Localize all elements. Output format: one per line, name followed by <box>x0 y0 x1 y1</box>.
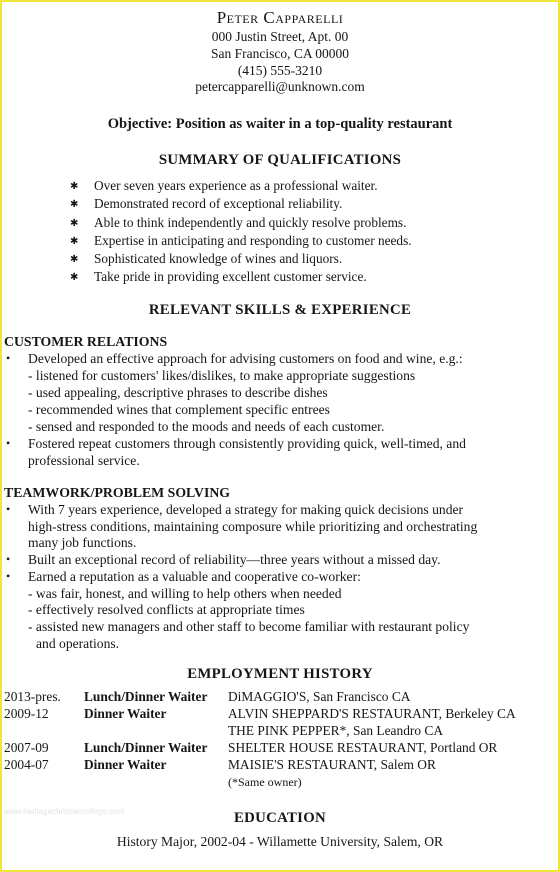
customer-relations-sub-2: - used appealing, descriptive phrases to describe dishes <box>28 385 328 400</box>
employment-title-cell: Lunch/Dinner Waiter <box>84 740 208 755</box>
email-line: petercapparelli@unknown.com <box>195 79 365 94</box>
summary-title: SUMMARY OF QUALIFICATIONS <box>158 152 402 168</box>
employment-place: DiMAGGIO'S, San Francisco CA <box>228 689 411 704</box>
teamwork-sub-2: - effectively resolved conflicts at appropriate times <box>28 602 305 617</box>
education-line: History Major, 2002-04 - Willamette University, Salem, OR <box>116 834 444 849</box>
watermark-text: www.heritagechristiancollege.com <box>4 807 125 816</box>
teamwork-bullet-1a: With 7 years experience, developed a strategy for making quick decisions under <box>28 502 464 517</box>
summary-list <box>70 177 412 287</box>
employment-place: ALVIN SHEPPARD'S RESTAURANT, Berkeley CA <box>228 706 516 721</box>
employment-date: 2004-07 <box>4 757 49 772</box>
city-line: San Francisco, CA 00000 <box>211 46 349 61</box>
employment-date: 2007-09 <box>4 740 49 755</box>
employment-title-cell: Dinner Waiter <box>84 706 167 721</box>
employment-title-cell: Lunch/Dinner Waiter <box>84 689 208 704</box>
customer-relations-bullet-2b: professional service. <box>28 453 140 468</box>
customer-relations-bullet-1: Developed an effective approach for advising customers on food and wine, e.g.: <box>28 351 463 366</box>
list-item: ✱ Sophisticated knowledge of wines and liquors. <box>70 250 412 268</box>
customer-relations-heading: CUSTOMER RELATIONS <box>4 334 168 349</box>
teamwork-bullet-3: Earned a reputation as a valuable and cooperative co-worker: <box>28 569 361 584</box>
asterisk-bullet-icon: ✱ <box>70 217 79 229</box>
teamwork-bullet-1c: many job functions. <box>28 535 137 550</box>
customer-relations-sub-1: - listened for customers' likes/dislikes, to make appropriate suggestions <box>28 368 416 383</box>
employment-title: EMPLOYMENT HISTORY <box>187 666 373 682</box>
asterisk-bullet-icon: ✱ <box>70 272 79 284</box>
bullet-icon: • <box>6 569 11 583</box>
list-item: ✱ Demonstrated record of exceptional reliability. <box>70 195 412 213</box>
teamwork-bullet-2: Built an exceptional record of reliability—three years without a missed day. <box>28 552 441 567</box>
teamwork-sub-1: - was fair, honest, and willing to help others when needed <box>28 586 342 601</box>
skills-title: RELEVANT SKILLS & EXPERIENCE <box>148 302 412 318</box>
customer-relations-bullet-2a: Fostered repeat customers through consistently providing quick, well-timed, and <box>28 436 466 451</box>
teamwork-sub-3-cont: and operations. <box>36 636 120 651</box>
list-item: ✱ Expertise in anticipating and responding to customer needs. <box>70 232 412 250</box>
employment-title-cell: Dinner Waiter <box>84 757 167 772</box>
customer-relations-sub-4: - sensed and responded to the moods and needs of each customer. <box>28 419 385 434</box>
list-item: ✱ Over seven years experience as a professional waiter. <box>70 177 412 195</box>
candidate-name: Peter Capparelli <box>216 8 344 27</box>
asterisk-bullet-icon: ✱ <box>70 235 79 247</box>
frame-top-border <box>0 0 560 2</box>
teamwork-bullet-1b: high-stress conditions, maintaining composure while prioritizing and orchestrating <box>28 519 478 534</box>
asterisk-bullet-icon: ✱ <box>70 199 79 211</box>
bullet-icon: • <box>6 502 11 516</box>
employment-place: MAISIE'S RESTAURANT, Salem OR <box>228 757 436 772</box>
employment-place: SHELTER HOUSE RESTAURANT, Portland OR <box>228 740 498 755</box>
bullet-icon: • <box>6 552 11 566</box>
bullet-icon: • <box>6 351 11 365</box>
employment-place: THE PINK PEPPER*, San Leandro CA <box>228 723 443 738</box>
bullet-icon: • <box>6 436 11 450</box>
list-item: ✱ Able to think independently and quickly resolve problems. <box>70 214 412 232</box>
objective: Objective: Position as waiter in a top-quality restaurant <box>107 116 453 132</box>
employment-date: 2009-12 <box>4 706 49 721</box>
customer-relations-sub-3: - recommended wines that complement specific entrees <box>28 402 330 417</box>
asterisk-bullet-icon: ✱ <box>70 254 79 266</box>
teamwork-sub-3: - assisted new managers and other staff to become familiar with restaurant policy <box>28 619 470 634</box>
asterisk-bullet-icon: ✱ <box>70 181 79 192</box>
employment-place: (*Same owner) <box>228 775 302 789</box>
employment-date: 2013-pres. <box>4 689 61 704</box>
teamwork-heading: TEAMWORK/PROBLEM SOLVING <box>4 485 231 500</box>
list-item: ✱ Take pride in providing excellent customer service. <box>70 268 412 286</box>
address-line: 000 Justin Street, Apt. 00 <box>211 29 349 44</box>
phone-line: (415) 555-3210 <box>237 63 323 78</box>
education-title: EDUCATION <box>233 810 327 826</box>
